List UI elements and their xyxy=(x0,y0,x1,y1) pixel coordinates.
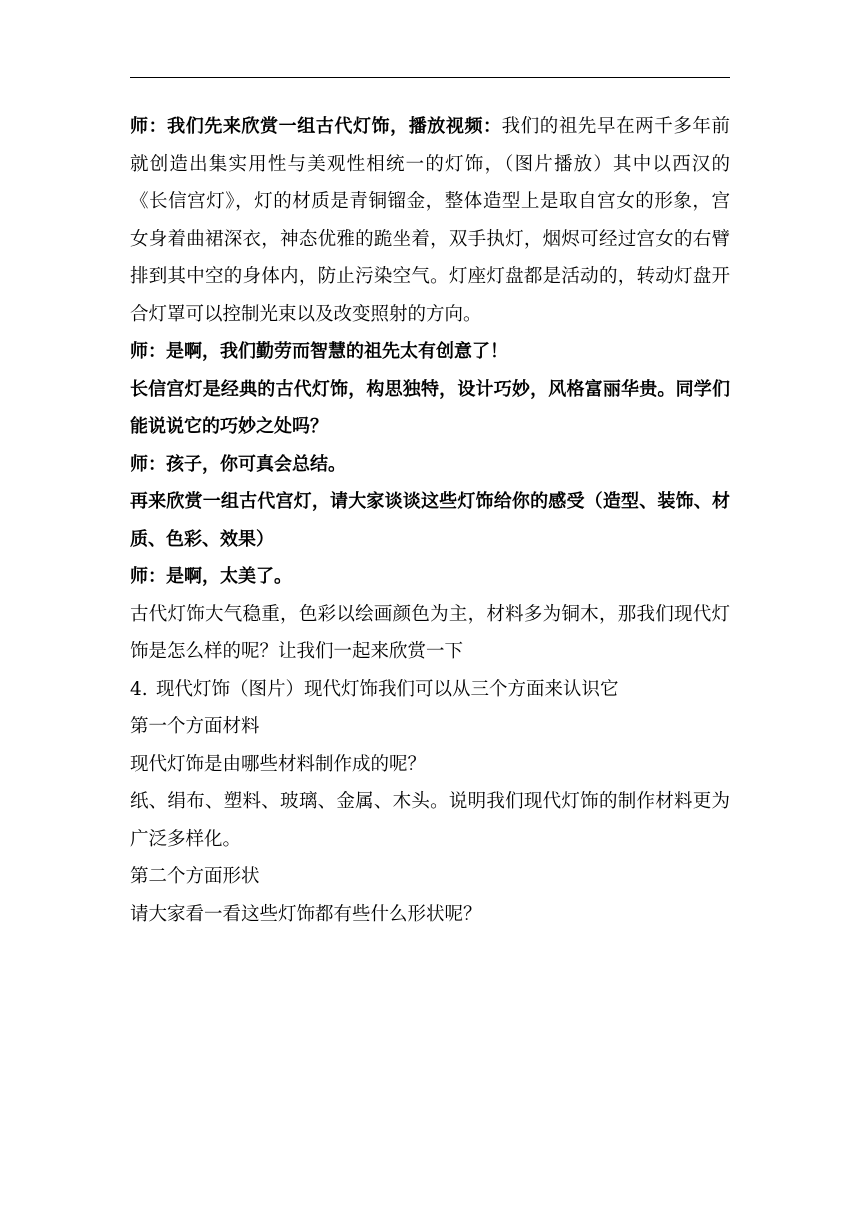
paragraph-intro-bold: 师：我们先来欣赏一组古代灯饰，播放视频： xyxy=(130,116,502,137)
header-rule xyxy=(130,77,730,78)
paragraph-modern-lamps xyxy=(130,671,730,709)
paragraph-intro xyxy=(130,108,730,333)
paragraph-teacher-beautiful: 师：是啊，太美了。 xyxy=(130,566,292,587)
paragraph-shape-question: 请大家看一看这些灯饰都有些什么形状呢？ xyxy=(130,903,482,925)
paragraph-ancient-summary: 古代灯饰大气稳重，色彩以绘画颜色为主，材料多为铜木，那我们现代灯饰是怎么样的呢？让我们一起来欣赏一下 xyxy=(130,603,730,662)
paragraph-aspect-material: 第一个方面材料 xyxy=(130,716,260,737)
paragraph-material-question: 现代灯饰是由哪些材料制作成的呢？ xyxy=(130,753,427,775)
paragraph-teacher-praise: 师：是啊，我们勤劳而智慧的祖先太有创意了！ xyxy=(130,341,508,362)
list-number: 4. xyxy=(130,678,148,700)
list-text: 现代灯饰（图片）现代灯饰我们可以从三个方面来认识它 xyxy=(156,678,619,700)
paragraph-material-answer: 纸、绢布、塑料、玻璃、金属、木头。说明我们现代灯饰的制作材料更为广泛多样化。 xyxy=(130,791,730,850)
document-body xyxy=(130,108,730,933)
paragraph-palace-lamps: 再来欣赏一组古代宫灯，请大家谈谈这些灯饰给你的感受（造型、装饰、材质、色彩、效果） xyxy=(130,491,730,550)
paragraph-intro-text: 我们的祖先早在两千多年前就创造出集实用性与美观性相统一的灯饰，（图片播放）其中以西汉的《长信宫灯》，灯的材质是青铜镏金，整体造型上是取自宫女的形象，宫女身着曲裙深衣，神态优雅的跪坐着，双手执灯，烟烬可经过宫女的右臂排到其中空的身体内，防止污染空气。灯座灯盘都是活动的，转动灯盘开合灯罩可以控制光束以及改变照射的方向。 xyxy=(130,116,730,325)
paragraph-teacher-summary: 师：孩子，你可真会总结。 xyxy=(130,453,346,475)
paragraph-aspect-shape: 第二个方面形状 xyxy=(130,866,260,887)
paragraph-lamp-question: 长信宫灯是经典的古代灯饰，构思独特，设计巧妙，风格富丽华贵。同学们能说说它的巧妙之处吗？ xyxy=(130,378,730,437)
